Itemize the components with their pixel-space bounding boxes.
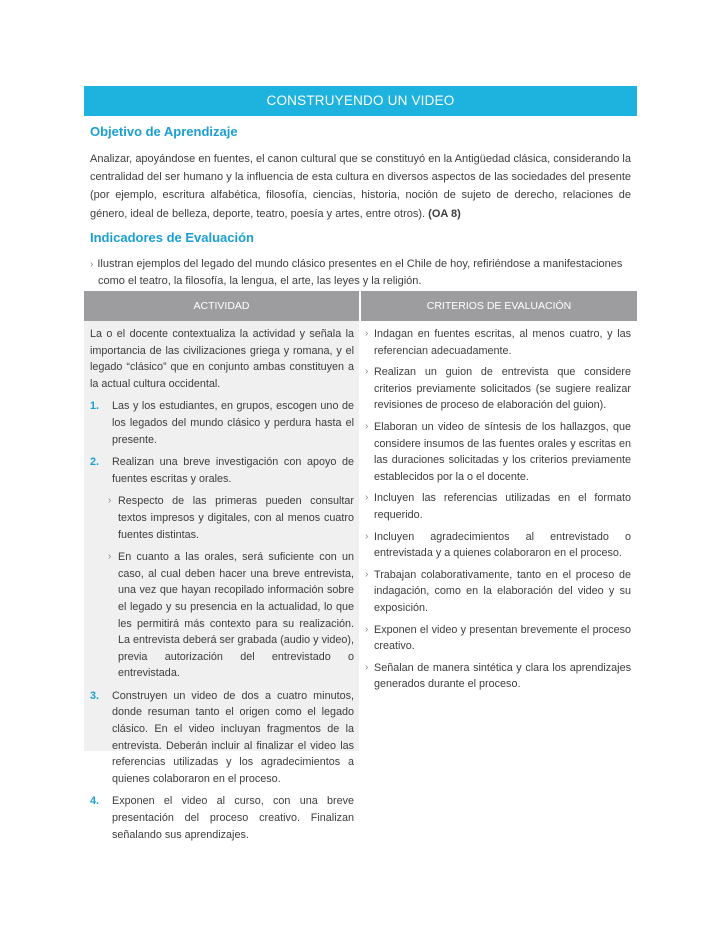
chevron-right-icon: ›: [365, 568, 369, 580]
criterio-item: [365, 622, 631, 655]
chevron-right-icon: ›: [365, 492, 369, 504]
step-text: Las y los estudiantes, en grupos, escogen uno de los legados del mundo clásico y perdura hasta el presente.: [112, 400, 354, 446]
step-text: Realizan una breve investigación con apoyo de fuentes escritas y orales.: [112, 456, 354, 485]
step-number: 1.: [90, 400, 100, 413]
actividad-step: [90, 793, 354, 843]
chevron-right-icon: ›: [365, 623, 369, 635]
objetivo-text: [90, 150, 631, 223]
indicador-text: Ilustran ejemplos del legado del mundo clásico presentes en el Chile de hoy, refiriéndose a manifestaciones como el teatro, la filosofía, la lengua, el arte, las leyes y la religión.: [97, 258, 623, 287]
criterio-text: Indagan en fuentes escritas, al menos cuatro, y las referencian adecuadamente.: [374, 328, 631, 357]
section-banner: CONSTRUYENDO UN VIDEO: [84, 86, 637, 116]
substep-text: En cuanto a las orales, será suficiente con un caso, al cual deben hacer una breve entrevista, una vez que hayan recopilado información sobre el legado y su presencia en la actualidad, lo que les permitirá más contexto para su realización. La entrevista deberá ser grabada (audio y video), previa autorización del entrevistado o entrevistada.: [118, 551, 354, 680]
actividad-intro: La o el docente contextualiza la actividad y señala la importancia de las civilizaciones griega y romana, y el legado “clásico” que en conjunto ambas constituyen a la actual cultura occidental.: [90, 328, 354, 390]
criterio-item: [365, 326, 631, 359]
criterio-item: [365, 567, 631, 617]
criterio-text: Señalan de manera sintética y clara los aprendizajes generados durante el proceso.: [374, 661, 631, 691]
step-number: 3.: [90, 689, 100, 702]
actividad-column: [84, 321, 359, 841]
actividad-substep: [90, 493, 354, 543]
step-number: 2.: [90, 456, 100, 469]
indicador-item: [90, 256, 639, 290]
chevron-right-icon: ›: [365, 661, 369, 673]
substep-text: Respecto de las primeras pueden consultar textos impresos y digitales, con al menos cuatro fuentes distintas.: [118, 495, 354, 541]
criterio-text: Realizan un guion de entrevista que considere criterios previamente solicitados (se sugiere realizar revisiones de proceso de elaboración del guion).: [374, 366, 631, 412]
chevron-right-icon: ›: [365, 366, 369, 378]
step-text: Construyen un video de dos a cuatro minutos, donde resuman tanto el origen como el legado clásico. En el video incluyan fragmentos de la entrevista. Deberán incluir al finalizar el video las referencias utilizadas y los agradecimientos a quienes colaboraron en el proceso.: [112, 689, 354, 785]
objetivo-code: (OA 8): [428, 207, 461, 220]
chevron-right-icon: ›: [365, 530, 369, 542]
chevron-right-icon: ›: [365, 420, 369, 432]
criterio-item: [365, 419, 631, 485]
criterio-text: Elaboran un video de síntesis de los hallazgos, que considere insumos de las fuentes orales y escritas en las duraciones solicitadas y los criterios previamente establecidos por la o el docente.: [374, 420, 631, 483]
actividad-step: [90, 688, 354, 788]
chevron-right-icon: ›: [108, 495, 112, 507]
step-text: Exponen el video al curso, con una breve presentación del proceso creativo. Finalizan señalando sus aprendizajes.: [112, 795, 354, 841]
chevron-right-icon: ›: [365, 328, 369, 339]
criterio-item: [365, 490, 631, 523]
step-number: 4.: [90, 795, 100, 808]
actividad-step: [90, 454, 354, 487]
criterio-item: [365, 660, 631, 693]
criterio-item: [365, 364, 631, 414]
criterio-text: Incluyen las referencias utilizadas en el formato requerido.: [374, 492, 631, 521]
criterio-item: [365, 529, 631, 562]
objetivo-body: Analizar, apoyándose en fuentes, el canon cultural que se constituyó en la Antigüedad clásica, considerando la centralidad del ser humano y la influencia de esta cultura en diversos aspectos de las sociedades del presente (por ejemplo, escritura alfabética, filosofía, ciencias, historia, noción de sujeto de derecho, relaciones de género, ideal de belleza, deporte, teatro, poesía y artes, entre otros).: [90, 153, 631, 220]
criterio-text: Incluyen agradecimientos al entrevistado o entrevistada y a quienes colaboraron en el proceso.: [374, 530, 631, 560]
actividad-content: [90, 326, 354, 849]
table-header-actividad: ACTIVIDAD: [84, 291, 359, 321]
criterio-text: Exponen el video y presentan brevemente el proceso creativo.: [374, 623, 631, 653]
chevron-right-icon: ›: [108, 551, 112, 563]
objetivo-heading: Objetivo de Aprendizaje: [90, 124, 238, 139]
table-header-criterios: CRITERIOS DE EVALUACIÓN: [361, 291, 637, 321]
criterio-text: Trabajan colaborativamente, tanto en el proceso de indagación, como en la elaboración del video y su exposición.: [374, 568, 631, 614]
actividad-step: [90, 398, 354, 448]
criterios-column: [365, 326, 631, 698]
actividad-substep: [90, 549, 354, 682]
indicadores-heading: Indicadores de Evaluación: [90, 230, 254, 245]
chevron-right-icon: ›: [90, 259, 94, 270]
